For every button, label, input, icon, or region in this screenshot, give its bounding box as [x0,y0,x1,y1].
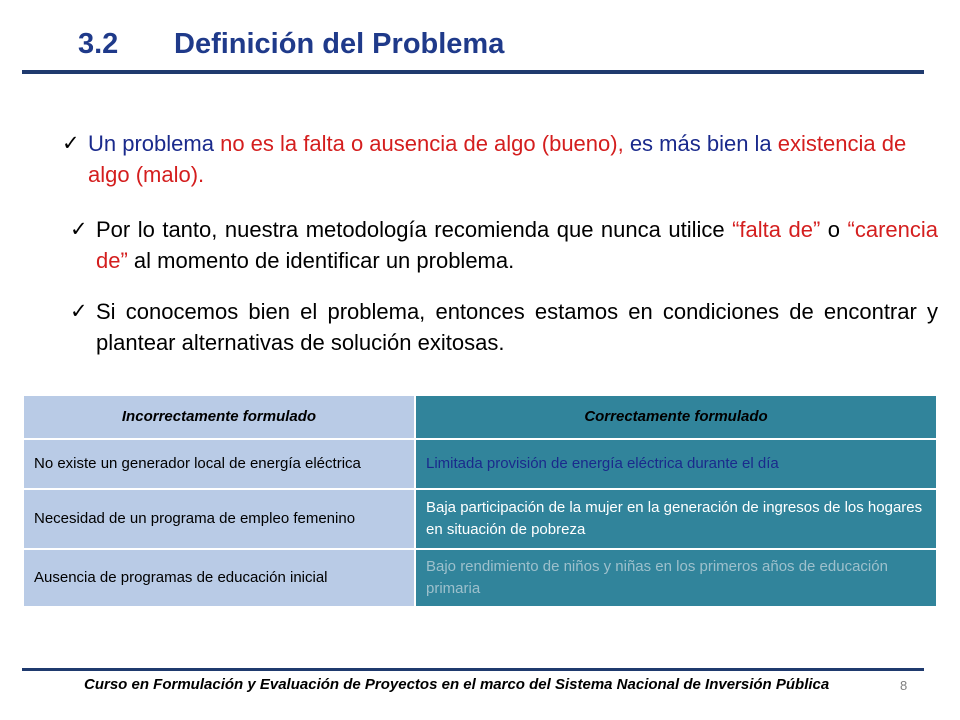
bullet-1-text-d: existencia de algo (malo). [88,131,907,187]
table-row [24,489,936,549]
cell-incorrect: No existe un generador local de energía eléctrica [24,439,415,489]
cell-correct: Baja participación de la mujer en la generación de ingresos de los hogares en situación de pobreza [415,489,936,549]
bullet-2-text-a: Por lo tanto, nuestra metodología recomienda que nunca utilice [96,217,733,242]
bullet-2-text-d: “carencia de” [96,217,938,273]
cell-correct: Limitada provisión de energía eléctrica durante el día [415,439,936,489]
table-row [24,439,936,489]
table-row [24,549,936,606]
page-number: 8 [900,678,908,693]
title-divider [22,70,924,74]
bullet-1-text-c: es más bien la [623,131,778,156]
footer-text: Curso en Formulación y Evaluación de Proyectos en el marco del Sistema Nacional de Inversión Pública [84,676,830,693]
bullet-2-text-b: “falta de” [732,217,821,242]
footer-divider [22,668,924,671]
cell-correct: Bajo rendimiento de niños y niñas en los primeros años de educación primaria [415,549,936,606]
table-header-row [24,396,936,439]
header-incorrect: Incorrectamente formulado [24,396,415,439]
cell-incorrect: Ausencia de programas de educación inicial [24,549,415,606]
comparison-table [24,396,936,606]
header-correct: Correctamente formulado [415,396,936,439]
bullet-1-text-a: Un problema [88,131,221,156]
cell-incorrect: Necesidad de un programa de empleo femenino [24,489,415,549]
section-title: Definición del Problema [174,28,505,60]
checkmark-icon: ✓ [70,218,88,241]
checkmark-icon: ✓ [62,132,80,155]
bullet-2-text-e: al momento de identificar un problema. [127,248,515,273]
bullet-1-text-b: no es la falta o ausencia de algo (bueno), [220,131,624,156]
checkmark-icon: ✓ [70,300,88,323]
bullet-3-text: Si conocemos bien el problema, entonces estamos en condiciones de encontrar y plantear alternativas de solución exitosas. [96,299,938,355]
bullet-2-text-c: o [820,217,848,242]
section-number: 3.2 [78,28,119,60]
